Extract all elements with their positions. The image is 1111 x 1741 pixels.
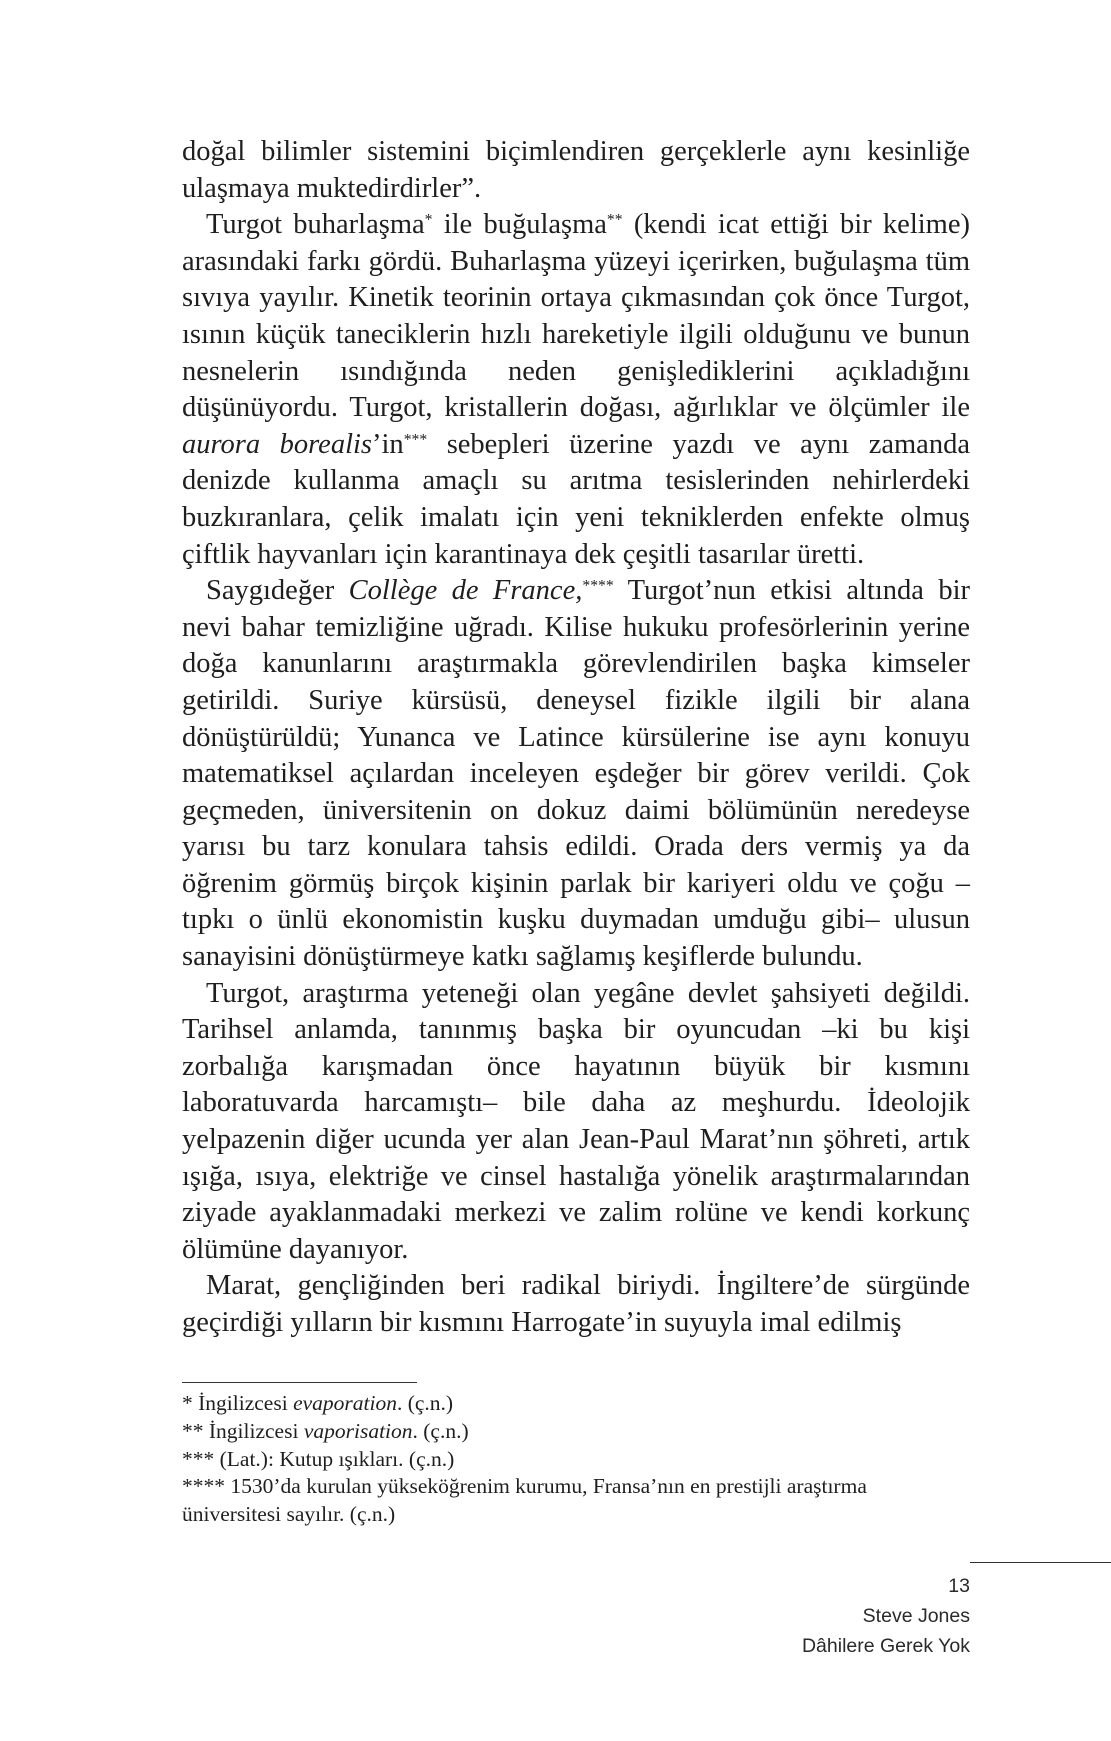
footnote-marker-1: * <box>424 211 433 229</box>
italic-term-college-de-france: Collège de France, <box>348 575 583 607</box>
footnote-1-text: * İngilizcesi <box>182 1391 294 1415</box>
paragraph-2-text-d: ’in <box>372 428 404 460</box>
footnote-4-text: **** 1530’da kurulan yükseköğrenim kurumu, Fransa’nın en prestijli araştırma üniversitesi sayılır. (ç.n.) <box>182 1474 867 1527</box>
paragraph-3 <box>182 573 970 976</box>
paragraph-1-text: doğal bilimler sistemini biçimlendiren gerçeklerle aynı kesinliğe ulaşmaya muktedirdirler”. <box>182 136 970 204</box>
footnote-3-text: *** (Lat.): Kutup ışıkları. (ç.n.) <box>182 1446 455 1471</box>
footnote-2-term: vaporisation <box>303 1418 413 1443</box>
footer-author: Steve Jones <box>862 1605 970 1627</box>
paragraph-3-text-b: Turgot’nun etkisi altında bir nevi bahar temizliğine uğradı. Kilise hukuku profesörlerinin yerine doğa kanunlarını araştırmakla görevlendirilen başka kimseler getirildi. Suriye kürsüsü, deneysel fizikle ilgili bir alana dönüştürüldü; Yunanca ve Latince kürsülerine ise aynı konuyu matematiksel açılardan inceleyen eşdeğer bir görev verildi. Çok geçmeden, üniversitenin on dokuz daimi bölümünün neredeyse yarısı bu tarz konulara tahsis edildi. Orada ders vermiş ya da öğrenim görmüş birçok kişinin parlak bir kariyeri oldu ve çoğu –tıpkı o ünlü ekonomistin kuşku duymadan umduğu gibi– ulusun sanayisini dönüştürmeye katkı sağlamış keşiflerde bulundu. <box>182 575 970 973</box>
footnote-1-term: evaporation <box>293 1391 397 1415</box>
footnote-1-suffix: . (ç.n.) <box>396 1391 454 1415</box>
footnote-1 <box>182 1390 970 1418</box>
footnote-2 <box>182 1418 970 1446</box>
footnote-3 <box>182 1446 970 1474</box>
footnotes <box>182 1390 970 1529</box>
paragraph-5 <box>182 1268 970 1341</box>
paragraph-2 <box>182 207 970 573</box>
page-number: 13 <box>948 1575 970 1597</box>
paragraph-2-text-e: sebepleri üzerine yazdı ve aynı zamanda denizde kullanma amaçlı su arıtma tesislerinden nehirlerdeki buzkıranlara, çelik imalatı için yeni tekniklerden enfekte olmuş çiftlik hayvanları için karantinaya dek çeşitli tasarılar üretti. <box>182 428 970 570</box>
page-footer <box>802 1571 970 1661</box>
footnote-divider <box>182 1382 417 1383</box>
paragraph-4-text: Turgot, araştırma yeteneği olan yegâne devlet şahsiyeti değildi. Tarihsel anlamda, tanınmış başka bir oyuncudan –ki bu kişi zorbalığa karışmadan önce hayatının büyük bir kısmını laboratuvarda harcamıştı– bile daha az meşhurdu. İdeolojik yelpazenin diğer ucunda yer alan Jean-Paul Marat’nın şöhreti, artık ışığa, ısıya, elektriğe ve cinsel hastalığa yönelik araştırmalarından ziyade ayaklanmadaki merkezi ve zalim rolüne ve kendi korkunç ölümüne dayanıyor. <box>182 977 970 1265</box>
paragraph-3-text-a: Saygıdeğer <box>206 575 349 607</box>
footnote-4 <box>182 1473 970 1529</box>
italic-term-aurora-borealis: aurora borealis <box>182 428 373 460</box>
paragraph-2-text-a: Turgot buharlaşma <box>206 209 425 241</box>
footer-book-title: Dâhilere Gerek Yok <box>801 1635 970 1657</box>
footnote-2-suffix: . (ç.n.) <box>412 1418 469 1443</box>
paragraph-4 <box>182 976 970 1269</box>
paragraph-5-text: Marat, gençliğinden beri radikal biriydi. İngiltere’de sürgünde geçirdiği yılların bir kısmını Harrogate’in suyuyla imal edilmiş <box>182 1270 970 1338</box>
footnote-marker-2: ** <box>606 211 623 229</box>
footnote-2-text: ** İngilizcesi <box>182 1418 304 1443</box>
paragraph-2-text-b: ile buğulaşma <box>432 209 607 241</box>
paragraph-1 <box>182 134 970 207</box>
footnote-marker-3: *** <box>403 431 428 449</box>
footer-divider <box>970 1562 1111 1563</box>
paragraph-2-text-c: (kendi icat ettiği bir kelime) arasındaki farkı gördü. Buharlaşma yüzeyi içerirken, buğulaşma tüm sıvıya yayılır. Kinetik teorinin ortaya çıkmasından çok önce Turgot, ısının küçük taneciklerin hızlı hareketiyle ilgili olduğunu ve bunun nesnelerin ısındığında neden genişlediklerini açıkladığını düşünüyordu. Turgot, kristallerin doğası, ağırlıklar ve ölçümler ile <box>182 209 970 424</box>
footnote-marker-4: **** <box>582 577 614 595</box>
body-text <box>182 134 970 1342</box>
